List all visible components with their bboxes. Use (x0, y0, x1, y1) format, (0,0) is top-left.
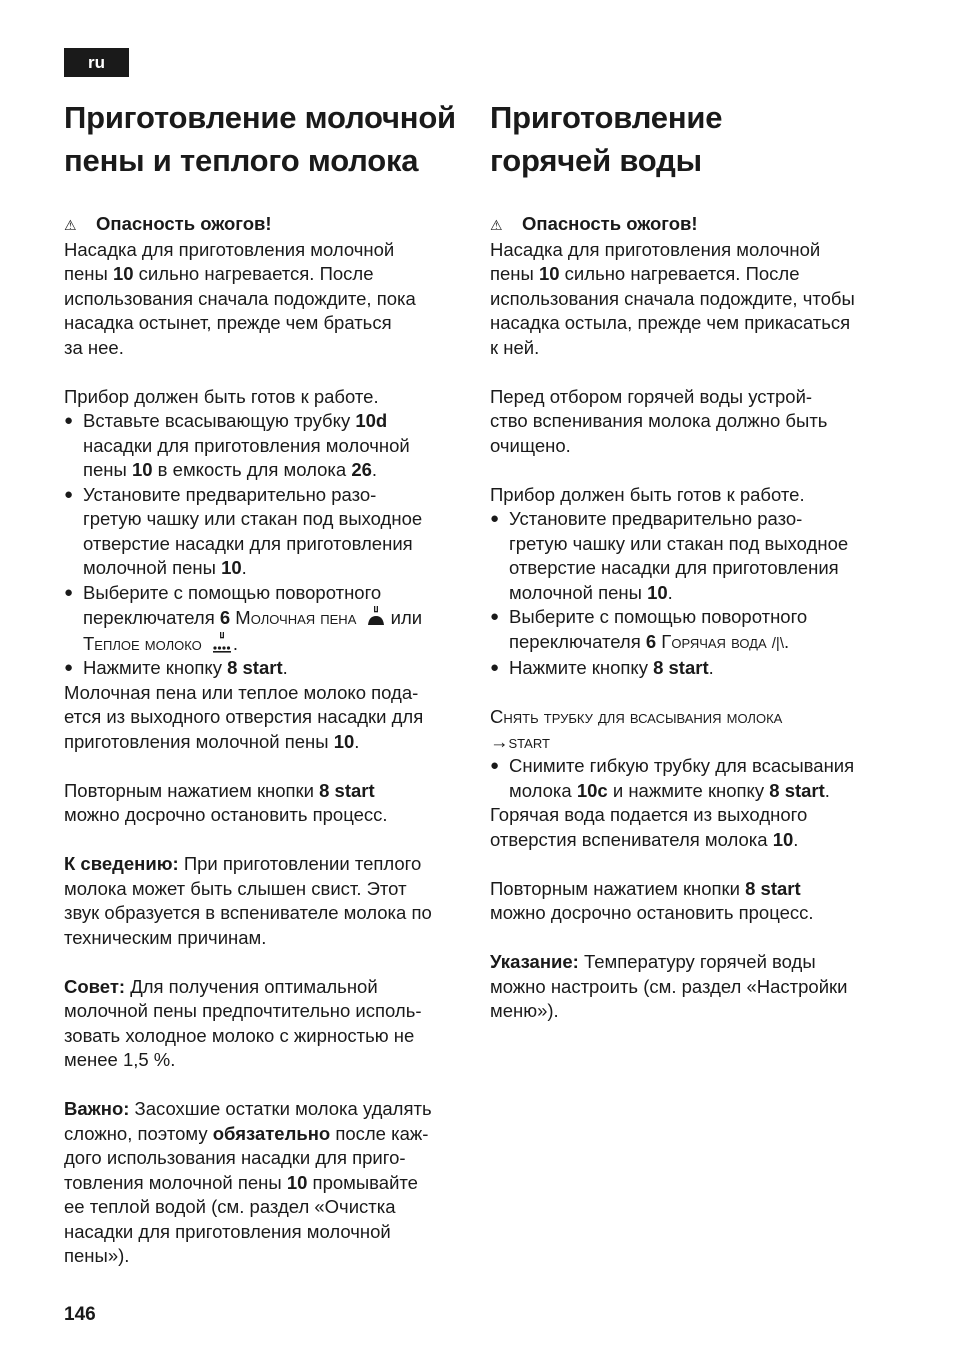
warning-icon: ⚠ (490, 217, 503, 233)
list-item: ● Вставьте всасывающую трубку 10d насадки для приготовления молочной пены 10 в емкость для молока 26. (64, 409, 464, 483)
left-column (64, 96, 464, 1269)
hot-water-icon: /|\ (771, 634, 784, 652)
right-body (490, 212, 890, 1024)
right-steps-list (490, 507, 890, 681)
left-note: К сведению: При приготовлении теплого молока может быть слышен свист. Этот звук образуется в вспенивателе молока по техническим причинам. (64, 853, 432, 948)
left-warning-text: Насадка для приготовления молочной пены 10 сильно нагревается. После использования сначала подождите, пока насадка остынет, прежде чем браться за нее. (64, 238, 416, 358)
left-result-text: Молочная пена или теплое молоко пода- ется из выходного отверстия насадки для приготовления молочной пены 10. (64, 681, 424, 752)
left-section-title: Приготовление молочной пены и теплого молока (64, 100, 456, 178)
left-warning-heading: ⚠ Опасность ожогов! (64, 212, 464, 238)
right-hint: Указание: Температуру горячей воды можно настроить (см. раздел «Настройки меню»). (490, 951, 848, 1021)
right-repeat-text: Повторным нажатием кнопки 8 start можно досрочно остановить процесс. (490, 877, 814, 923)
left-tip: Совет: Для получения оптимальной молочной пены предпочтительно исполь- зовать холодное молоко с жирностью не менее 1,5 %. (64, 975, 422, 1070)
list-item: ● Снимите гибкую трубку для всасывания молока 10c и нажмите кнопку 8 start. (490, 754, 890, 803)
right-result-text: Горячая вода подается из выходного отверстия вспенивателя молока 10. (490, 804, 808, 850)
list-item: ● Нажмите кнопку 8 start. (64, 656, 464, 681)
right-warning-heading: ⚠ Опасность ожогов! (490, 212, 890, 238)
warm-milk-icon (211, 631, 233, 653)
right-display-text: Снять трубку для всасывания молока →start (490, 706, 783, 752)
left-body (64, 212, 464, 1269)
list-item: ● Выберите с помощью поворотного переключателя 6 Горячая вода /|\. (490, 605, 890, 656)
left-important: Важно: Засохшие остатки молока удалять сложно, поэтому обязательно после каж- дого использования насадки для приго- товления молочной пены 10 промывайте ее теплой водой (см. раздел «Очистка насадки для приготовления молочной пены»). (64, 1098, 432, 1266)
right-column (490, 96, 890, 1024)
right-section-title: Приготовление горячей воды (490, 100, 723, 178)
right-clean-text: Перед отбором горячей воды устрой- ство вспенивания молока должно быть очищено. (490, 385, 828, 456)
right-steps-list-2 (490, 754, 890, 803)
left-repeat-text: Повторным нажатием кнопки 8 start можно досрочно остановить процесс. (64, 779, 388, 825)
right-ready-text: Прибор должен быть готов к работе. (490, 483, 805, 505)
list-item: ● Установите предварительно разо- гретую чашку или стакан под выходное отверстие насадки для приготовления молочной пены 10. (64, 483, 464, 581)
milk-foam-icon (366, 605, 386, 627)
left-steps-list (64, 409, 464, 681)
right-warning-text: Насадка для приготовления молочной пены 10 сильно нагревается. После использования сначала подождите, чтобы насадка остыла, прежде чем прикасаться к ней. (490, 238, 855, 358)
left-ready-text: Прибор должен быть готов к работе. (64, 385, 379, 407)
language-tab: ru (64, 48, 129, 77)
warning-icon: ⚠ (64, 217, 77, 233)
list-item: ● Выберите с помощью поворотного переключателя 6 Молочная пена или Теплое молоко . (64, 581, 464, 657)
list-item: ● Установите предварительно разо- гретую чашку или стакан под выходное отверстие насадки для приготовления молочной пены 10. (490, 507, 890, 605)
list-item: ● Нажмите кнопку 8 start. (490, 656, 890, 681)
page-number: 146 (64, 1304, 96, 1325)
